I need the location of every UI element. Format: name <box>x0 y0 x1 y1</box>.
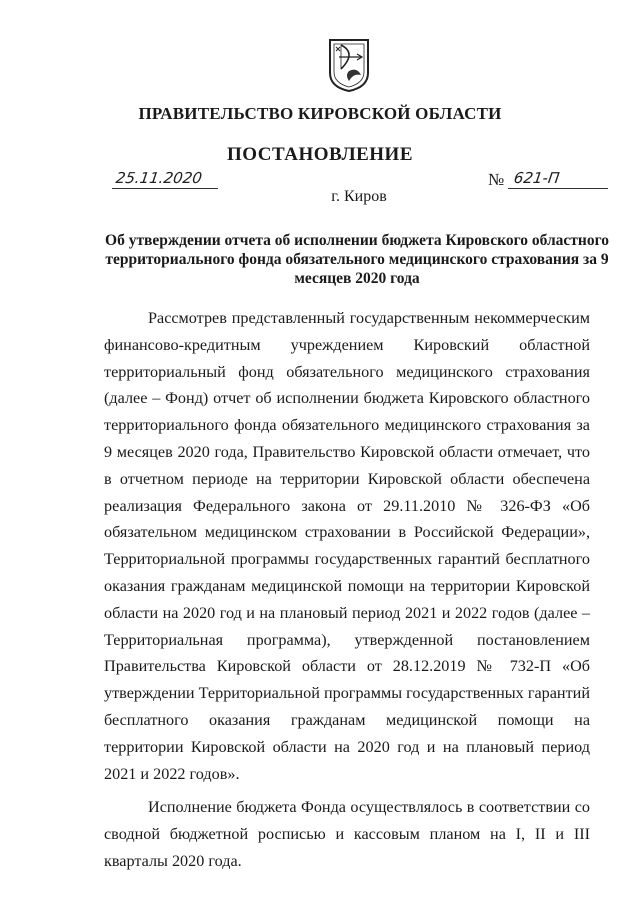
kirov-oblast-coat-of-arms-icon <box>327 37 371 93</box>
document-type: ПОСТАНОВЛЕНИЕ <box>226 144 414 165</box>
paragraph: Исполнение бюджета Фонда осуществлялось в соответствии со сводной бюджетной росписью и кассовым планом на I, II и III кварталы 2020 года. <box>104 798 590 870</box>
document-date: 25.11.2020 <box>114 169 204 187</box>
date-field <box>112 168 218 189</box>
number-field <box>508 168 608 189</box>
paragraph: Рассмотрев представленный государственным некоммерческим финансово-кредитным учреждением Кировский областной территориальный фонд обязательного медицинского страхования (далее – Фонд) отчет об исполнении бюджета Кировского областного территориального фонда обязательного медицинского страхования за 9 месяцев 2020 года, Правительство Кировской области отмечает, что в отчетном периоде на территории Кировской области обеспечена реализация Федерального закона от 29.11.2010 № 326-ФЗ «Об обязательном медицинском страховании в Российской Федерации», Территориальной программы государственных гарантий бесплатного оказания гражданам медицинской помощи на территории Кировской области на 2020 год и на плановый период 2021 и 2022 годов (далее – Территориальная программа), утвержденной постановлением Правительства Кировской области от 28.12.2019 № 732-П «Об утверждении Территориальной программы государственных гарантий бесплатного оказания гражданам медицинской помощи на территории Кировской области на 2020 год и на плановый период 2021 и 2022 годов». <box>104 309 590 783</box>
city: г. Киров <box>331 188 387 205</box>
number-sign: № <box>488 170 505 189</box>
government-title: ПРАВИТЕЛЬСТВО КИРОВСКОЙ ОБЛАСТИ <box>138 104 502 123</box>
document-subject: Об утверждении отчета об исполнении бюджета Кировского областного территориального фонда обязательного медицинского страхования за 9 месяцев 2020 года <box>105 232 609 287</box>
document-number: 621-П <box>512 169 561 187</box>
document-body <box>104 305 590 875</box>
